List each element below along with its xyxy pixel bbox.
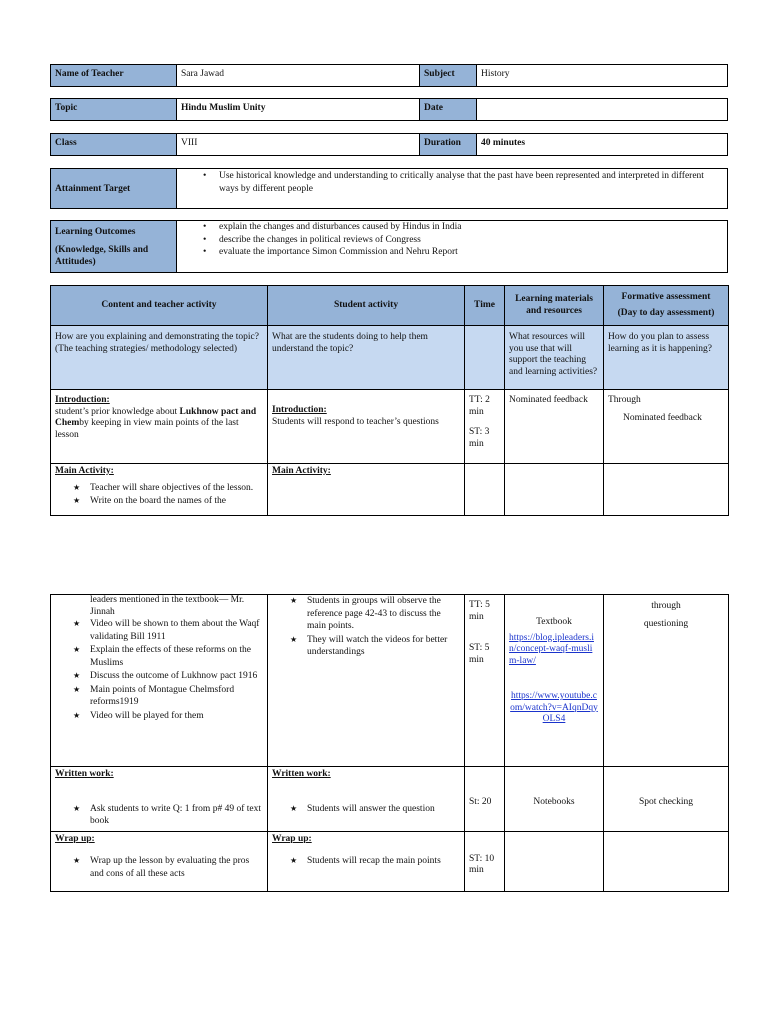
list-item: ★ Students in groups will observe the reference page 42-43 to discuss the main points. xyxy=(290,595,460,633)
wrap-heading: Wrap up: xyxy=(55,833,95,844)
intro-time: TT: 2 min ST: 3 min xyxy=(465,390,505,464)
intro-assessment: Through Nominated feedback xyxy=(604,390,729,464)
list-item: ★ Main points of Montague Chelmsford reforms1919 xyxy=(73,684,263,709)
written-assessment: Spot checking xyxy=(604,767,729,832)
outcomes-row xyxy=(50,220,728,273)
outcomes-label: Learning Outcomes (Knowledge, Skills and Attitudes) xyxy=(51,221,177,272)
main-time: TT: 5 min ST: 5 min xyxy=(465,595,505,767)
class-label: Class xyxy=(51,134,177,155)
written-time: St: 20 xyxy=(465,767,505,832)
list-item: ★ Students will recap the main points xyxy=(290,855,460,868)
table-header-row xyxy=(51,286,729,326)
guide-content: How are you explaining and demonstrating the topic? (The teaching strategies/ methodology selected) xyxy=(51,326,268,390)
guide-materials: What resources will you use that will support the teaching and learning activities? xyxy=(505,326,604,390)
main-teacher xyxy=(51,464,268,516)
youtube-link[interactable]: https://www.youtube.com/watch?v=AIqnDqyOLS4 xyxy=(510,691,598,724)
duration-value: 40 minutes xyxy=(481,138,526,148)
list-item: ★ Video will be shown to them about the Waqf validating Bill 1911 xyxy=(73,618,263,643)
table-row xyxy=(51,464,729,516)
wrap-student-heading: Wrap up: xyxy=(272,833,312,844)
intro-teacher xyxy=(51,390,268,464)
outcomes-list xyxy=(181,221,723,259)
main-heading: Main Activity: xyxy=(55,466,114,476)
class-value: VIII xyxy=(177,134,420,155)
main-lead: leaders mentioned in the textbook— Mr. Jinnah xyxy=(90,595,245,617)
written-heading: Written work: xyxy=(55,769,114,779)
date-label: Date xyxy=(420,99,477,120)
intro-student xyxy=(268,390,465,464)
list-item: • Use historical knowledge and understanding to critically analyse that the past have been represented and interpreted in different ways by different people xyxy=(203,170,723,195)
list-item: ★ They will watch the videos for better understandings xyxy=(290,634,460,659)
subject-value: History xyxy=(481,69,510,79)
main-student-continued xyxy=(268,595,465,767)
outcomes-content xyxy=(177,221,727,272)
table-row xyxy=(51,326,729,390)
written-student xyxy=(268,767,465,832)
header-materials: Learning materials and resources xyxy=(505,286,604,326)
class-row xyxy=(50,133,728,156)
duration-label: Duration xyxy=(420,134,477,155)
intro-student-text: Students will respond to teacher’s questions xyxy=(272,416,439,427)
main-cont-list xyxy=(55,618,263,722)
header-student: Student activity xyxy=(268,286,465,326)
attainment-content xyxy=(177,169,727,208)
wrap-student xyxy=(268,831,465,891)
main-student-list xyxy=(272,595,460,659)
list-item: ★ Explain the effects of these reforms on the Muslims xyxy=(73,644,263,669)
attainment-label: Attainment Target xyxy=(51,169,177,208)
attainment-list xyxy=(181,170,723,195)
attainment-row xyxy=(50,168,728,209)
main-materials: Textbook https://blog.ipleaders.in/concept-waqf-muslim-law/ https://www.youtube.com/watch?v=AIqnDqyOLS4 xyxy=(505,595,604,767)
table-row xyxy=(51,831,729,891)
topic-label: Topic xyxy=(51,99,177,120)
wrap-time: ST: 10 min xyxy=(465,831,505,891)
main-assessment: through questioning xyxy=(604,595,729,767)
list-item: • describe the changes in political reviews of Congress xyxy=(203,234,723,247)
written-materials: Notebooks xyxy=(505,767,604,832)
list-item: ★ Video will be played for them xyxy=(73,710,263,723)
main-teacher-continued xyxy=(51,595,268,767)
waqf-link[interactable]: https://blog.ipleaders.in/concept-waqf-muslim-law/ xyxy=(509,632,594,666)
intro-student-heading: Introduction: xyxy=(272,405,327,415)
teacher-value: Sara Jawad xyxy=(177,65,420,86)
header-assessment: Formative assessment (Day to day assessment) xyxy=(604,286,729,326)
date-value xyxy=(477,99,727,120)
list-item: ★ Write on the board the names of the xyxy=(73,495,263,508)
list-item: ★ Students will answer the question xyxy=(290,803,460,816)
list-item: ★ Discuss the outcome of Lukhnow pact 1916 xyxy=(73,670,263,683)
written-student-heading: Written work: xyxy=(272,769,331,779)
guide-assessment: How do you plan to assess learning as it is happening? xyxy=(604,326,729,390)
intro-materials: Nominated feedback xyxy=(505,390,604,464)
teacher-label: Name of Teacher xyxy=(51,65,177,86)
teacher-row xyxy=(50,64,728,87)
guide-student: What are the students doing to help them understand the topic? xyxy=(268,326,465,390)
header-time: Time xyxy=(465,286,505,326)
table-row xyxy=(51,595,729,767)
subject-label: Subject xyxy=(420,65,477,86)
list-item: ★ Teacher will share objectives of the lesson. xyxy=(73,482,263,495)
written-teacher xyxy=(51,767,268,832)
topic-row xyxy=(50,98,728,121)
wrap-teacher xyxy=(51,831,268,891)
main-list xyxy=(55,482,263,508)
header-content: Content and teacher activity xyxy=(51,286,268,326)
table-row xyxy=(51,390,729,464)
list-item: ★ Wrap up the lesson by evaluating the pros and cons of all these acts xyxy=(73,855,263,880)
guide-time xyxy=(465,326,505,390)
list-item: • evaluate the importance Simon Commission and Nehru Report xyxy=(203,246,723,259)
main-student xyxy=(268,464,465,516)
lesson-table xyxy=(50,285,729,516)
table-row xyxy=(51,767,729,832)
lesson-table-continued xyxy=(50,594,729,892)
list-item: ★ Ask students to write Q: 1 from p# 49 of text book xyxy=(73,803,263,828)
intro-heading: Introduction: xyxy=(55,395,110,405)
main-student-heading: Main Activity: xyxy=(272,466,331,476)
intro-text: student’s prior knowledge about Lukhnow pact and Chemby keeping in view main points of the last lesson xyxy=(55,406,257,440)
topic-value: Hindu Muslim Unity xyxy=(177,99,420,120)
list-item: • explain the changes and disturbances caused by Hindus in India xyxy=(203,221,723,234)
